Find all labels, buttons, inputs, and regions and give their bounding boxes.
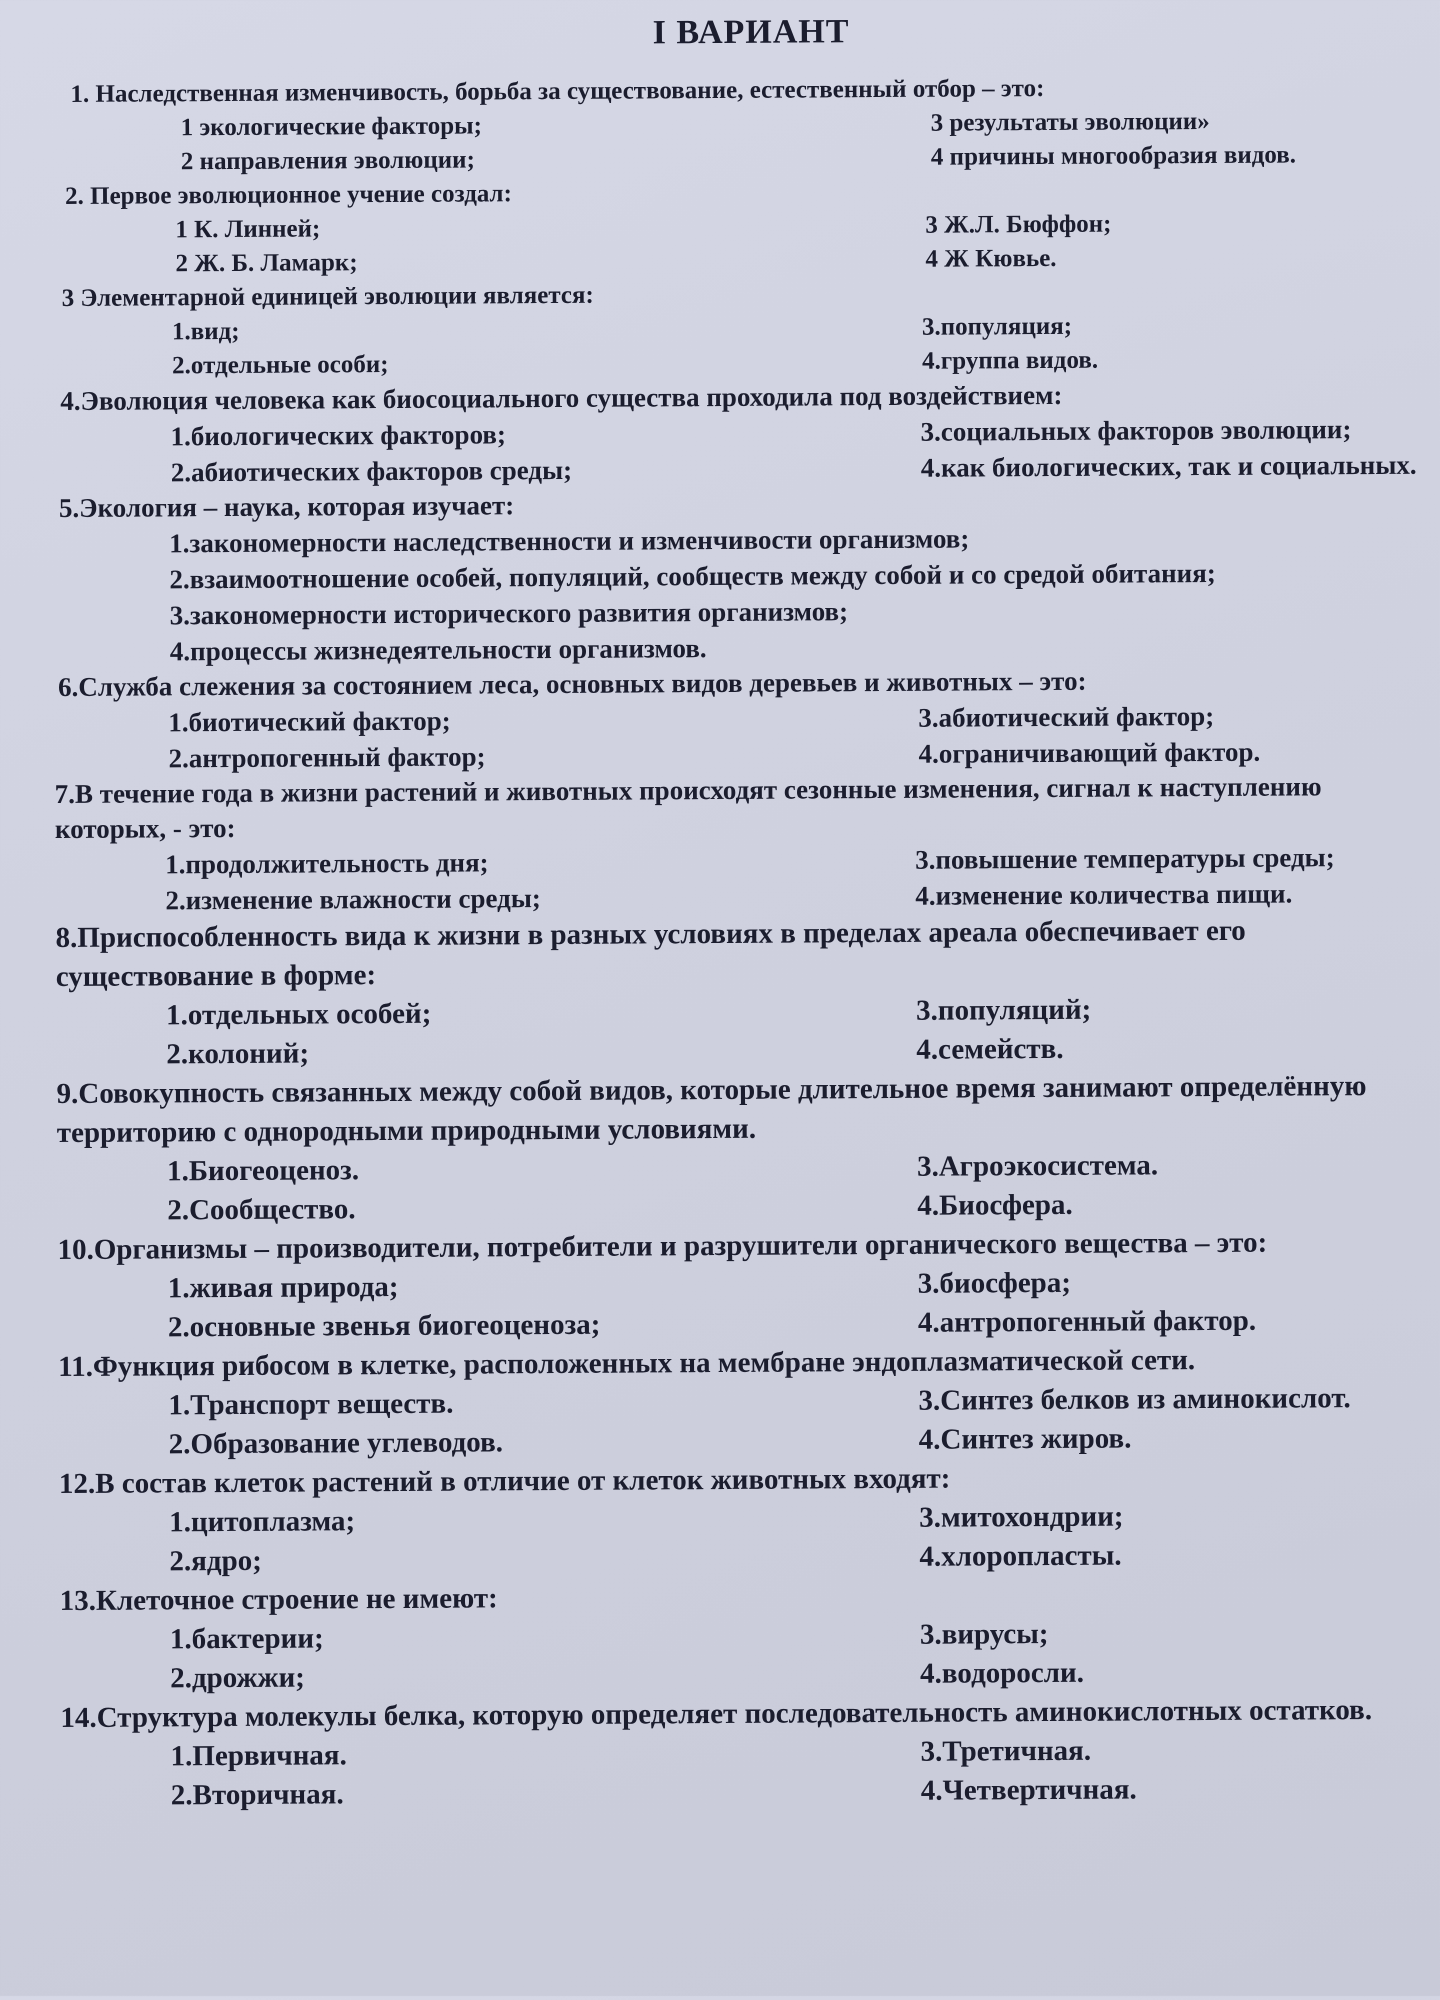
- answer-options: [65, 206, 1413, 282]
- question-4: [52, 376, 1415, 491]
- answer-option: 3.Синтез белков из аминокислот.: [918, 1382, 1351, 1417]
- answer-option: 1.закономерности наследственности и изменчивости организмов;: [169, 523, 970, 559]
- question-12: [59, 1457, 1422, 1582]
- answer-option: 2.колоний;: [166, 1037, 310, 1071]
- answer-option: 3.митохондрии;: [919, 1500, 1124, 1534]
- answer-options: [61, 1730, 1423, 1816]
- page-title: I ВАРИАНТ: [652, 13, 850, 52]
- answer-option: 3.популяций;: [915, 993, 1092, 1027]
- answer-options: [59, 1496, 1421, 1582]
- answer-option: 2.отдельные особи;: [172, 351, 389, 380]
- question-text: 10.Организмы – производители, потребители и разрушители органического вещества – это:: [57, 1226, 1268, 1267]
- answer-option: 3.социальных факторов эволюции;: [920, 414, 1352, 447]
- question-11: [58, 1340, 1421, 1465]
- question-2: [51, 172, 1414, 282]
- question-3: [52, 274, 1415, 384]
- answer-option: 2.основные звенья биогеоценоза;: [167, 1308, 601, 1344]
- answer-option: 2.антропогенный фактор;: [168, 741, 486, 774]
- answer-option: 2.изменение влажности среды;: [165, 883, 541, 916]
- question-text: 9.Совокупность связанных между собой видов, которые длительное время занимают определённую территорию с однородными природными условиями.: [56, 1070, 1367, 1150]
- answer-options: [62, 308, 1414, 384]
- answer-option: 1.бактерии;: [169, 1622, 324, 1656]
- question-text: 13.Клеточное строение не имеют:: [59, 1582, 498, 1618]
- answer-option: 1.живая природа;: [167, 1270, 399, 1305]
- answer-option: 1.Первичная.: [170, 1739, 347, 1773]
- answer-option: 4.изменение количества пищи.: [915, 878, 1293, 911]
- question-text: 8.Приспособленность вида к жизни в разных условиях в пределах ареала обеспечивает его существование в форме:: [55, 914, 1246, 994]
- answer-option: 3.Агроэкосистема.: [916, 1149, 1159, 1183]
- answer-option: 2.Образование углеводов.: [168, 1426, 504, 1461]
- answer-option: 1.Биогеоценоз.: [166, 1154, 360, 1188]
- answer-option: 3 результаты эволюции»: [930, 107, 1210, 137]
- answer-option: 3.вирусы;: [919, 1618, 1049, 1651]
- question-7: [55, 769, 1418, 919]
- answer-options: [58, 1262, 1420, 1348]
- question-text: 2. Первое эволюционное учение создал:: [65, 180, 512, 210]
- question-text: 1. Наследственная изменчивость, борьба за существование, естественный отбор – это:: [70, 75, 1045, 108]
- answer-option: 4.хлоропласты.: [919, 1539, 1122, 1573]
- answer-option: 4 Ж Кювье.: [925, 244, 1057, 273]
- answer-option: 3.биосфера;: [917, 1266, 1072, 1300]
- answer-option: 2 Ж. Б. Ламарк;: [175, 249, 358, 278]
- question-text: 11.Функция рибосом в клетке, расположенных на мембране эндоплазматической сети.: [58, 1344, 1196, 1384]
- answer-option: 4.семейств.: [916, 1032, 1064, 1066]
- answer-option: 2.Сообщество.: [167, 1193, 356, 1227]
- question-text: 12.В состав клеток растений в отличие от клеток животных входят:: [58, 1462, 951, 1501]
- answer-option: 4.Синтез жиров.: [918, 1422, 1132, 1456]
- answer-options: [58, 1379, 1420, 1465]
- question-text: 14.Структура молекулы белка, которую определяет последовательность аминокислотных остатков.: [60, 1694, 1373, 1735]
- answer-option: 4.Биосфера.: [917, 1188, 1073, 1222]
- question-6: [54, 662, 1417, 777]
- answer-options: [57, 1145, 1419, 1231]
- answer-options: [60, 411, 1417, 491]
- answer-option: 1 экологические факторы;: [180, 112, 482, 142]
- answer-option: 4.водоросли.: [920, 1656, 1085, 1690]
- question-text: 3 Элементарной единицей эволюции является:: [61, 281, 594, 313]
- question-9: [56, 1067, 1419, 1231]
- answer-option: 1.цитоплазма;: [169, 1505, 356, 1539]
- answer-option: 2.Вторичная.: [170, 1778, 344, 1812]
- answer-option: 1 К. Линней;: [175, 215, 321, 244]
- answer-options: [56, 989, 1418, 1075]
- question-13: [60, 1574, 1423, 1699]
- answer-option: 2.абиотических факторов среды;: [170, 454, 573, 488]
- answer-options: [59, 518, 1416, 670]
- answer-option: 2.дрожжи;: [170, 1661, 305, 1695]
- question-14: [60, 1691, 1423, 1816]
- answer-option: 3.закономерности исторического развития организмов;: [169, 596, 849, 631]
- question-text: 4.Эволюция человека как биосоциального существа проходила под воздействием:: [60, 379, 1063, 417]
- answer-option: 4 причины многообразия видов.: [930, 141, 1297, 171]
- answer-option: 1.биотический фактор;: [168, 705, 451, 738]
- question-8: [56, 911, 1419, 1075]
- answer-option: 3.популяция;: [921, 312, 1073, 341]
- answer-options: [60, 1613, 1422, 1699]
- answer-options: [55, 839, 1417, 919]
- answer-option: 1.Транспорт веществ.: [168, 1387, 454, 1422]
- answer-option: 4.процессы жизнедеятельности организмов.: [169, 633, 707, 667]
- question-5: [53, 483, 1416, 670]
- answer-option: 1.продолжительность дня;: [165, 847, 489, 880]
- answer-option: 1.отдельных особей;: [165, 997, 432, 1032]
- answer-options: [71, 104, 1413, 180]
- answer-option: 3.абиотический фактор;: [918, 700, 1215, 733]
- answer-option: 2.взаимоотношение особей, популяций, сообществ между собой и со средой обитания;: [169, 557, 1216, 595]
- question-text: 7.В течение года в жизни растений и животных происходят сезонные изменения, сигнал к наступлению которых, - это:: [54, 771, 1322, 845]
- question-10: [57, 1223, 1420, 1348]
- answer-option: 4.группа видов.: [922, 346, 1099, 375]
- answer-option: 3.Третичная.: [920, 1734, 1092, 1768]
- answer-option: 1.биологических факторов;: [170, 419, 507, 452]
- answer-option: 3 Ж.Л. Бюффон;: [925, 210, 1112, 239]
- question-text: 6.Служба слежения за состоянием леса, основных видов деревьев и животных – это:: [57, 665, 1087, 703]
- answer-option: 1.вид;: [171, 317, 240, 346]
- answer-option: 4.ограничивающий фактор.: [918, 736, 1261, 769]
- answer-option: 4.Четвертичная.: [920, 1773, 1137, 1807]
- answer-option: 2.ядро;: [169, 1544, 262, 1578]
- answer-option: 4.как биологических, так и социальных.: [920, 449, 1417, 483]
- answer-options: [58, 697, 1416, 777]
- answer-option: 2 направления эволюции;: [180, 146, 475, 176]
- answer-option: 4.антропогенный фактор.: [917, 1304, 1257, 1339]
- answer-option: 3.повышение температуры среды;: [915, 842, 1335, 875]
- question-1: [50, 70, 1413, 180]
- question-text: 5.Экология – наука, которая изучает:: [58, 490, 515, 524]
